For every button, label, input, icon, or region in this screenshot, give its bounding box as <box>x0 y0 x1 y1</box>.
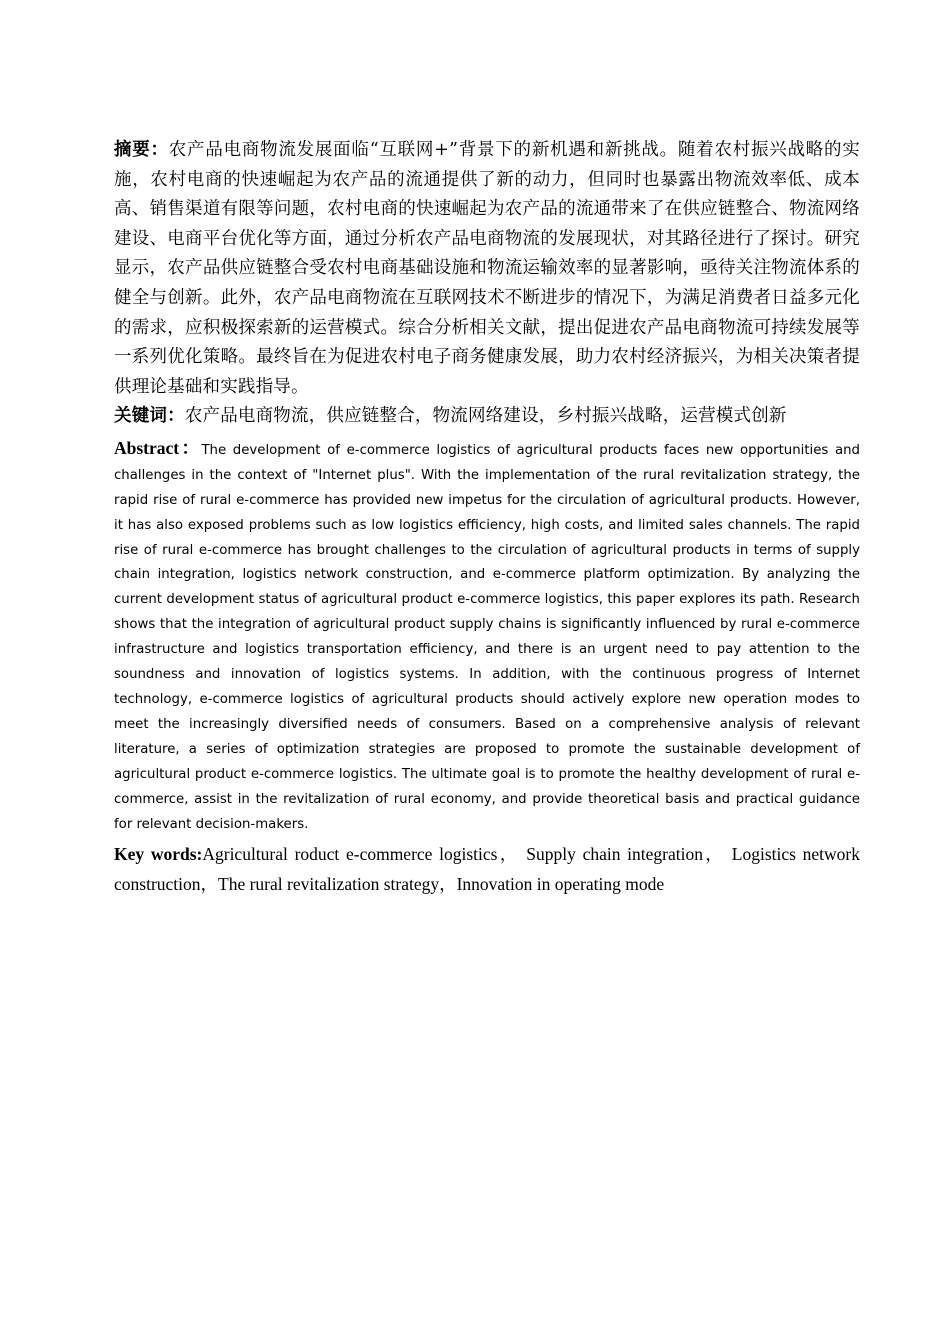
english-abstract-text: The development of e-commerce logistics of agricultural products faces new opportunities and challenges in the context of "Internet plus". With the implementation of the rural revitalization strategy, the rapid rise of rural e-commerce has provided new impetus for the circulation of agricultural products. However, it has also exposed problems such as low logistics efficiency, high costs, and limited sales channels. The rapid rise of rural e-commerce has brought challenges to the circulation of agricultural products in terms of supply chain integration, logistics network construction, and e-commerce platform optimization. By analyzing the current development status of agricultural product e-commerce logistics, this paper explores its path. Research shows that the integration of agricultural product supply chains is significantly influenced by rural e-commerce infrastructure and logistics transportation efficiency, and there is an urgent need to pay attention to the soundness and innovation of logistics systems. In addition, with the continuous progress of Internet technology, e-commerce logistics of agricultural products should actively explore new operation modes to meet the increasingly diversified needs of consumers. Based on a comprehensive analysis of relevant literature, a series of optimization strategies are proposed to promote the sustainable development of agricultural product e-commerce logistics. The ultimate goal is to promote the healthy development of rural e-commerce, assist in the revitalization of rural economy, and provide theoretical basis and practical guidance for relevant decision-makers. <box>114 442 861 832</box>
document-page <box>114 136 860 900</box>
english-keywords <box>114 840 860 899</box>
chinese-abstract <box>114 136 860 402</box>
chinese-abstract-label: 摘要： <box>114 140 169 160</box>
chinese-keywords-label: 关键词： <box>114 406 185 427</box>
english-abstract-label: Abstract： <box>114 437 202 458</box>
chinese-keywords <box>114 402 860 432</box>
chinese-keywords-text: 农产品电商物流，供应链整合，物流网络建设，乡村振兴战略，运营模式创新 <box>184 406 787 427</box>
english-keywords-label: Key words: <box>114 844 203 865</box>
english-keywords-text: Agricultural roduct e-commerce logistics， Supply chain integration， Logistics network construction，The rural revitalization strategy，Innovation in operating mode <box>114 844 860 895</box>
english-abstract <box>114 436 860 838</box>
chinese-abstract-text: 农产品电商物流发展面临“互联网+”背景下的新机遇和新挑战。随着农村振兴战略的实施，农村电商的快速崛起为农产品的流通提供了新的动力，但同时也暴露出物流效率低、成本高、销售渠道有限等问题，农村电商的快速崛起为农产品的流通带来了在供应链整合、物流网络建设、电商平台优化等方面，通过分析农产品电商物流的发展现状，对其路径进行了探讨。研究显示，农产品供应链整合受农村电商基础设施和物流运输效率的显著影响，亟待关注物流体系的健全与创新。此外，农产品电商物流在互联网技术不断进步的情况下，为满足消费者日益多元化的需求，应积极探索新的运营模式。综合分析相关文献，提出促进农产品电商物流可持续发展等一系列优化策略。最终旨在为促进农村电子商务健康发展，助力农村经济振兴，为相关决策者提供理论基础和实践指导。 <box>114 140 860 397</box>
